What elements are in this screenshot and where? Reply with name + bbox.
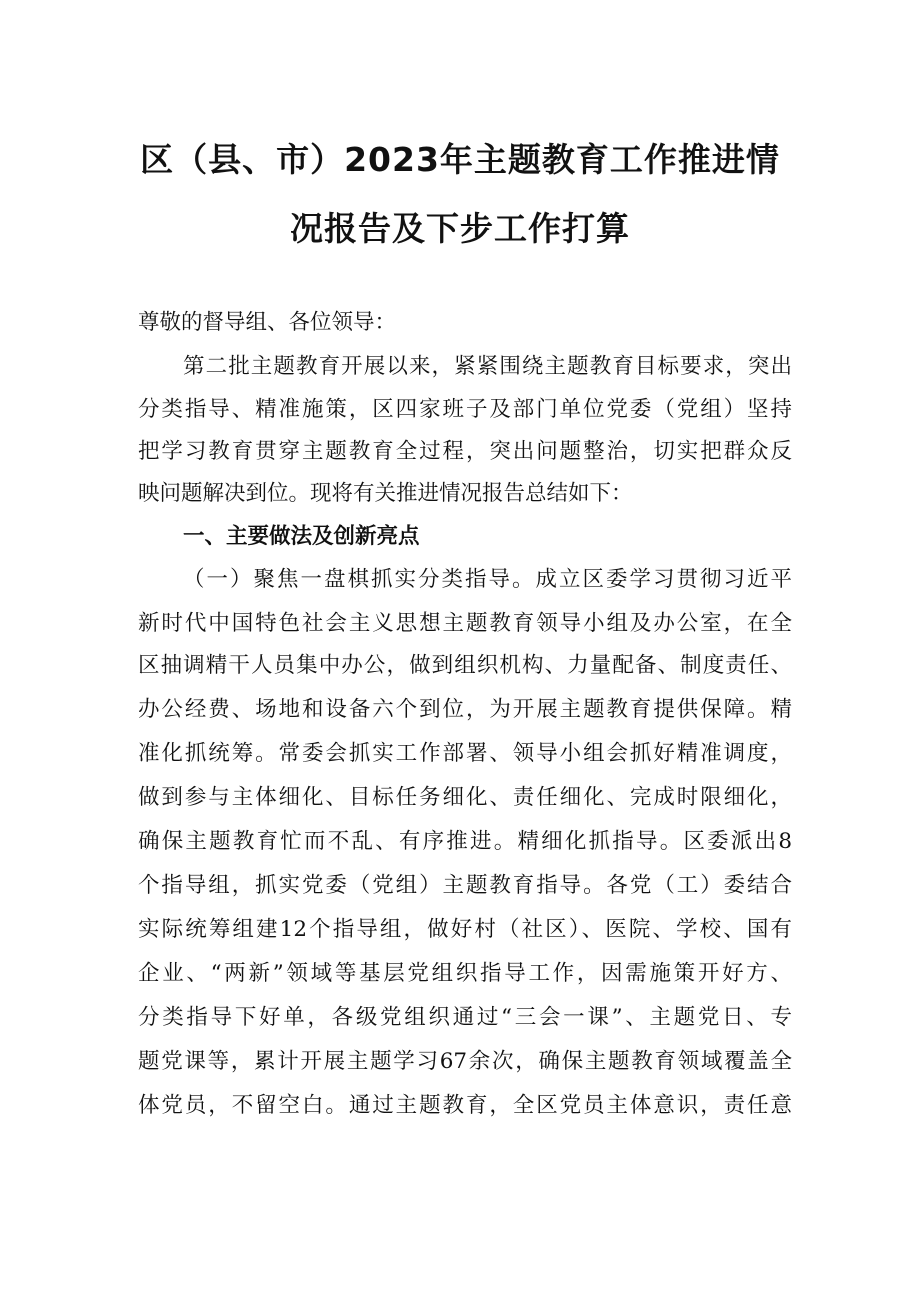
document-title-line-1: 区（县、市）2023年主题教育工作推进情 [140,140,780,179]
section1-line-5: 准化抓统筹。常委会抓实工作部署、领导小组会抓好精准调度， [138,741,792,766]
intro-line-3: 把学习教育贯穿主题教育全过程，突出问题整治，切实把群众反 [138,439,792,464]
intro-line-1: 第二批主题教育开展以来，紧紧围绕主题教育目标要求，突出 [183,354,792,379]
section-heading: 一、主要做法及创新亮点 [183,524,420,549]
section1-line-2: 新时代中国特色社会主义思想主题教育领导小组及办公室，在全 [138,611,792,636]
section1-line-8: 个指导组，抓实党委（党组）主题教育指导。各党（工）委结合 [138,873,792,898]
salutation: 尊敬的督导组、各位领导： [138,310,397,335]
section1-line-1: （一）聚焦一盘棋抓实分类指导。成立区委学习贯彻习近平 [183,567,792,592]
section1-line-13: 体党员，不留空白。通过主题教育，全区党员主体意识，责任意 [138,1093,792,1118]
section1-line-11: 分类指导下好单，各级党组织通过“三会一课”、主题党日、专 [138,1005,792,1030]
section1-line-6: 做到参与主体细化、目标任务细化、责任细化、完成时限细化， [138,785,792,810]
section1-line-10: 企业、“两新”领域等基层党组织指导工作，因需施策开好方、 [138,961,792,986]
section1-line-9: 实际统筹组建12个指导组，做好村（社区）、医院、学校、国有 [138,917,792,942]
section1-line-3: 区抽调精干人员集中办公，做到组织机构、力量配备、制度责任、 [138,653,792,678]
intro-line-4: 映问题解决到位。现将有关推进情况报告总结如下： [138,481,633,506]
section1-line-4: 办公经费、场地和设备六个到位，为开展主题教育提供保障。精 [138,697,792,722]
section1-line-7: 确保主题教育忙而不乱、有序推进。精细化抓指导。区委派出8 [138,829,792,854]
document-title-line-2: 况报告及下步工作打算 [290,209,630,248]
section1-line-12: 题党课等，累计开展主题学习67余次，确保主题教育领域覆盖全 [138,1049,792,1074]
intro-line-2: 分类指导、精准施策，区四家班子及部门单位党委（党组）坚持 [138,397,792,422]
